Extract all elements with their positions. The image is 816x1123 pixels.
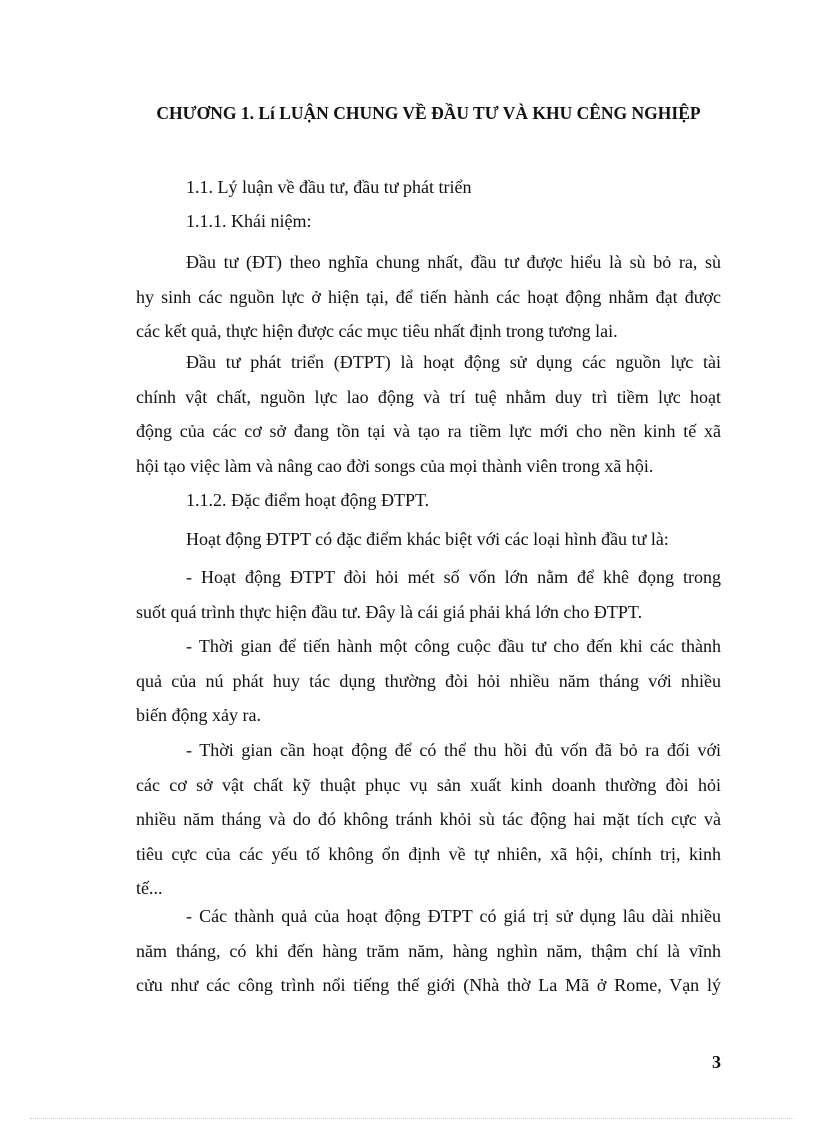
text-line: hy sinh các nguồn lực ở hiện tại, để tiến hành các hoạt động nhằm đạt được bbox=[136, 286, 721, 307]
text-line: năm tháng, có khi đến hàng trăm năm, hàng nghìn năm, thậm chí là vĩnh bbox=[136, 940, 721, 961]
text-line: quả của nú phát huy tác dụng thường đòi hỏi nhiều năm tháng với nhiều bbox=[136, 670, 721, 691]
text-line: - Hoạt động ĐTPT đòi hỏi mét số vốn lớn nằm để khê đọng trong bbox=[186, 567, 721, 587]
text-line: Đầu tư (ĐT) theo nghĩa chung nhất, đầu tư được hiểu là sù bỏ ra, sù bbox=[186, 252, 721, 272]
text-line: tiêu cực của các yếu tố không ổn định về tự nhiên, xã hội, chính trị, kinh bbox=[136, 843, 721, 864]
paragraph-definition-dtpt bbox=[136, 345, 721, 483]
paragraph-feature-longevity bbox=[136, 899, 721, 1003]
text-line: suốt quá trình thực hiện đầu tư. Đây là cái giá phải khá lớn cho ĐTPT. bbox=[136, 601, 643, 622]
text-line: - Các thành quả của hoạt động ĐTPT có giá trị sử dụng lâu dài nhiều bbox=[186, 906, 721, 926]
text-line: Đầu tư phát triển (ĐTPT) là hoạt động sử dụng các nguồn lực tài bbox=[186, 352, 721, 372]
page-bottom-divider bbox=[30, 1118, 794, 1119]
text-line: cửu như các công trình nổi tiếng thế giới (Nhà thờ La Mã ở Rome, Vạn lý bbox=[136, 975, 721, 995]
text-line: Hoạt động ĐTPT có đặc điểm khác biệt với các loại hình đầu tư là: bbox=[186, 529, 669, 549]
section-heading-1-1: 1.1. Lý luận về đầu tư, đầu tư phát triển bbox=[186, 177, 472, 197]
paragraph-intro-features bbox=[136, 522, 721, 557]
text-line: biến động xảy ra. bbox=[136, 705, 261, 725]
text-line: - Thời gian để tiến hành một công cuộc đầu tư cho đến khi các thành bbox=[186, 636, 721, 656]
text-line: động của các cơ sở đang tồn tại và tạo ra tiềm lực mới cho nền kinh tế xã bbox=[136, 421, 721, 441]
text-line: - Thời gian cần hoạt động để có thể thu hồi đủ vốn đã bỏ ra đối với bbox=[186, 740, 721, 760]
text-line: hội tạo việc làm và nâng cao đời songs của mọi thành viên trong xã hội. bbox=[136, 455, 654, 476]
paragraph-feature-capital bbox=[136, 560, 721, 629]
paragraph-definition-investment bbox=[136, 245, 721, 349]
section-heading-1-1-2: 1.1.2. Đặc điểm hoạt động ĐTPT. bbox=[186, 490, 430, 510]
chapter-title: CHƯƠNG 1. Lí LUẬN CHUNG VỀ ĐẦU TƯ VÀ KHU CÊNG NGHIỆP bbox=[156, 103, 701, 123]
text-line: các cơ sở vật chất kỹ thuật phục vụ sản xuất kinh doanh thường đòi hỏi bbox=[136, 774, 721, 795]
text-line: chính vật chất, nguồn lực lao động và trí tuệ nhằm duy trì tiềm lực hoạt bbox=[136, 386, 721, 407]
paragraph-feature-duration bbox=[136, 629, 721, 733]
section-heading-1-1-1: 1.1.1. Khái niệm: bbox=[186, 211, 312, 231]
page-number: 3 bbox=[712, 1052, 721, 1072]
text-line: các kết quả, thực hiện được các mục tiêu nhất định trong tương lai. bbox=[136, 321, 618, 341]
text-line: tế... bbox=[136, 878, 163, 898]
paragraph-feature-recovery bbox=[136, 733, 721, 906]
text-line: nhiều năm tháng và do đó không tránh khỏi sù tác động hai mặt tích cực và bbox=[136, 809, 721, 829]
